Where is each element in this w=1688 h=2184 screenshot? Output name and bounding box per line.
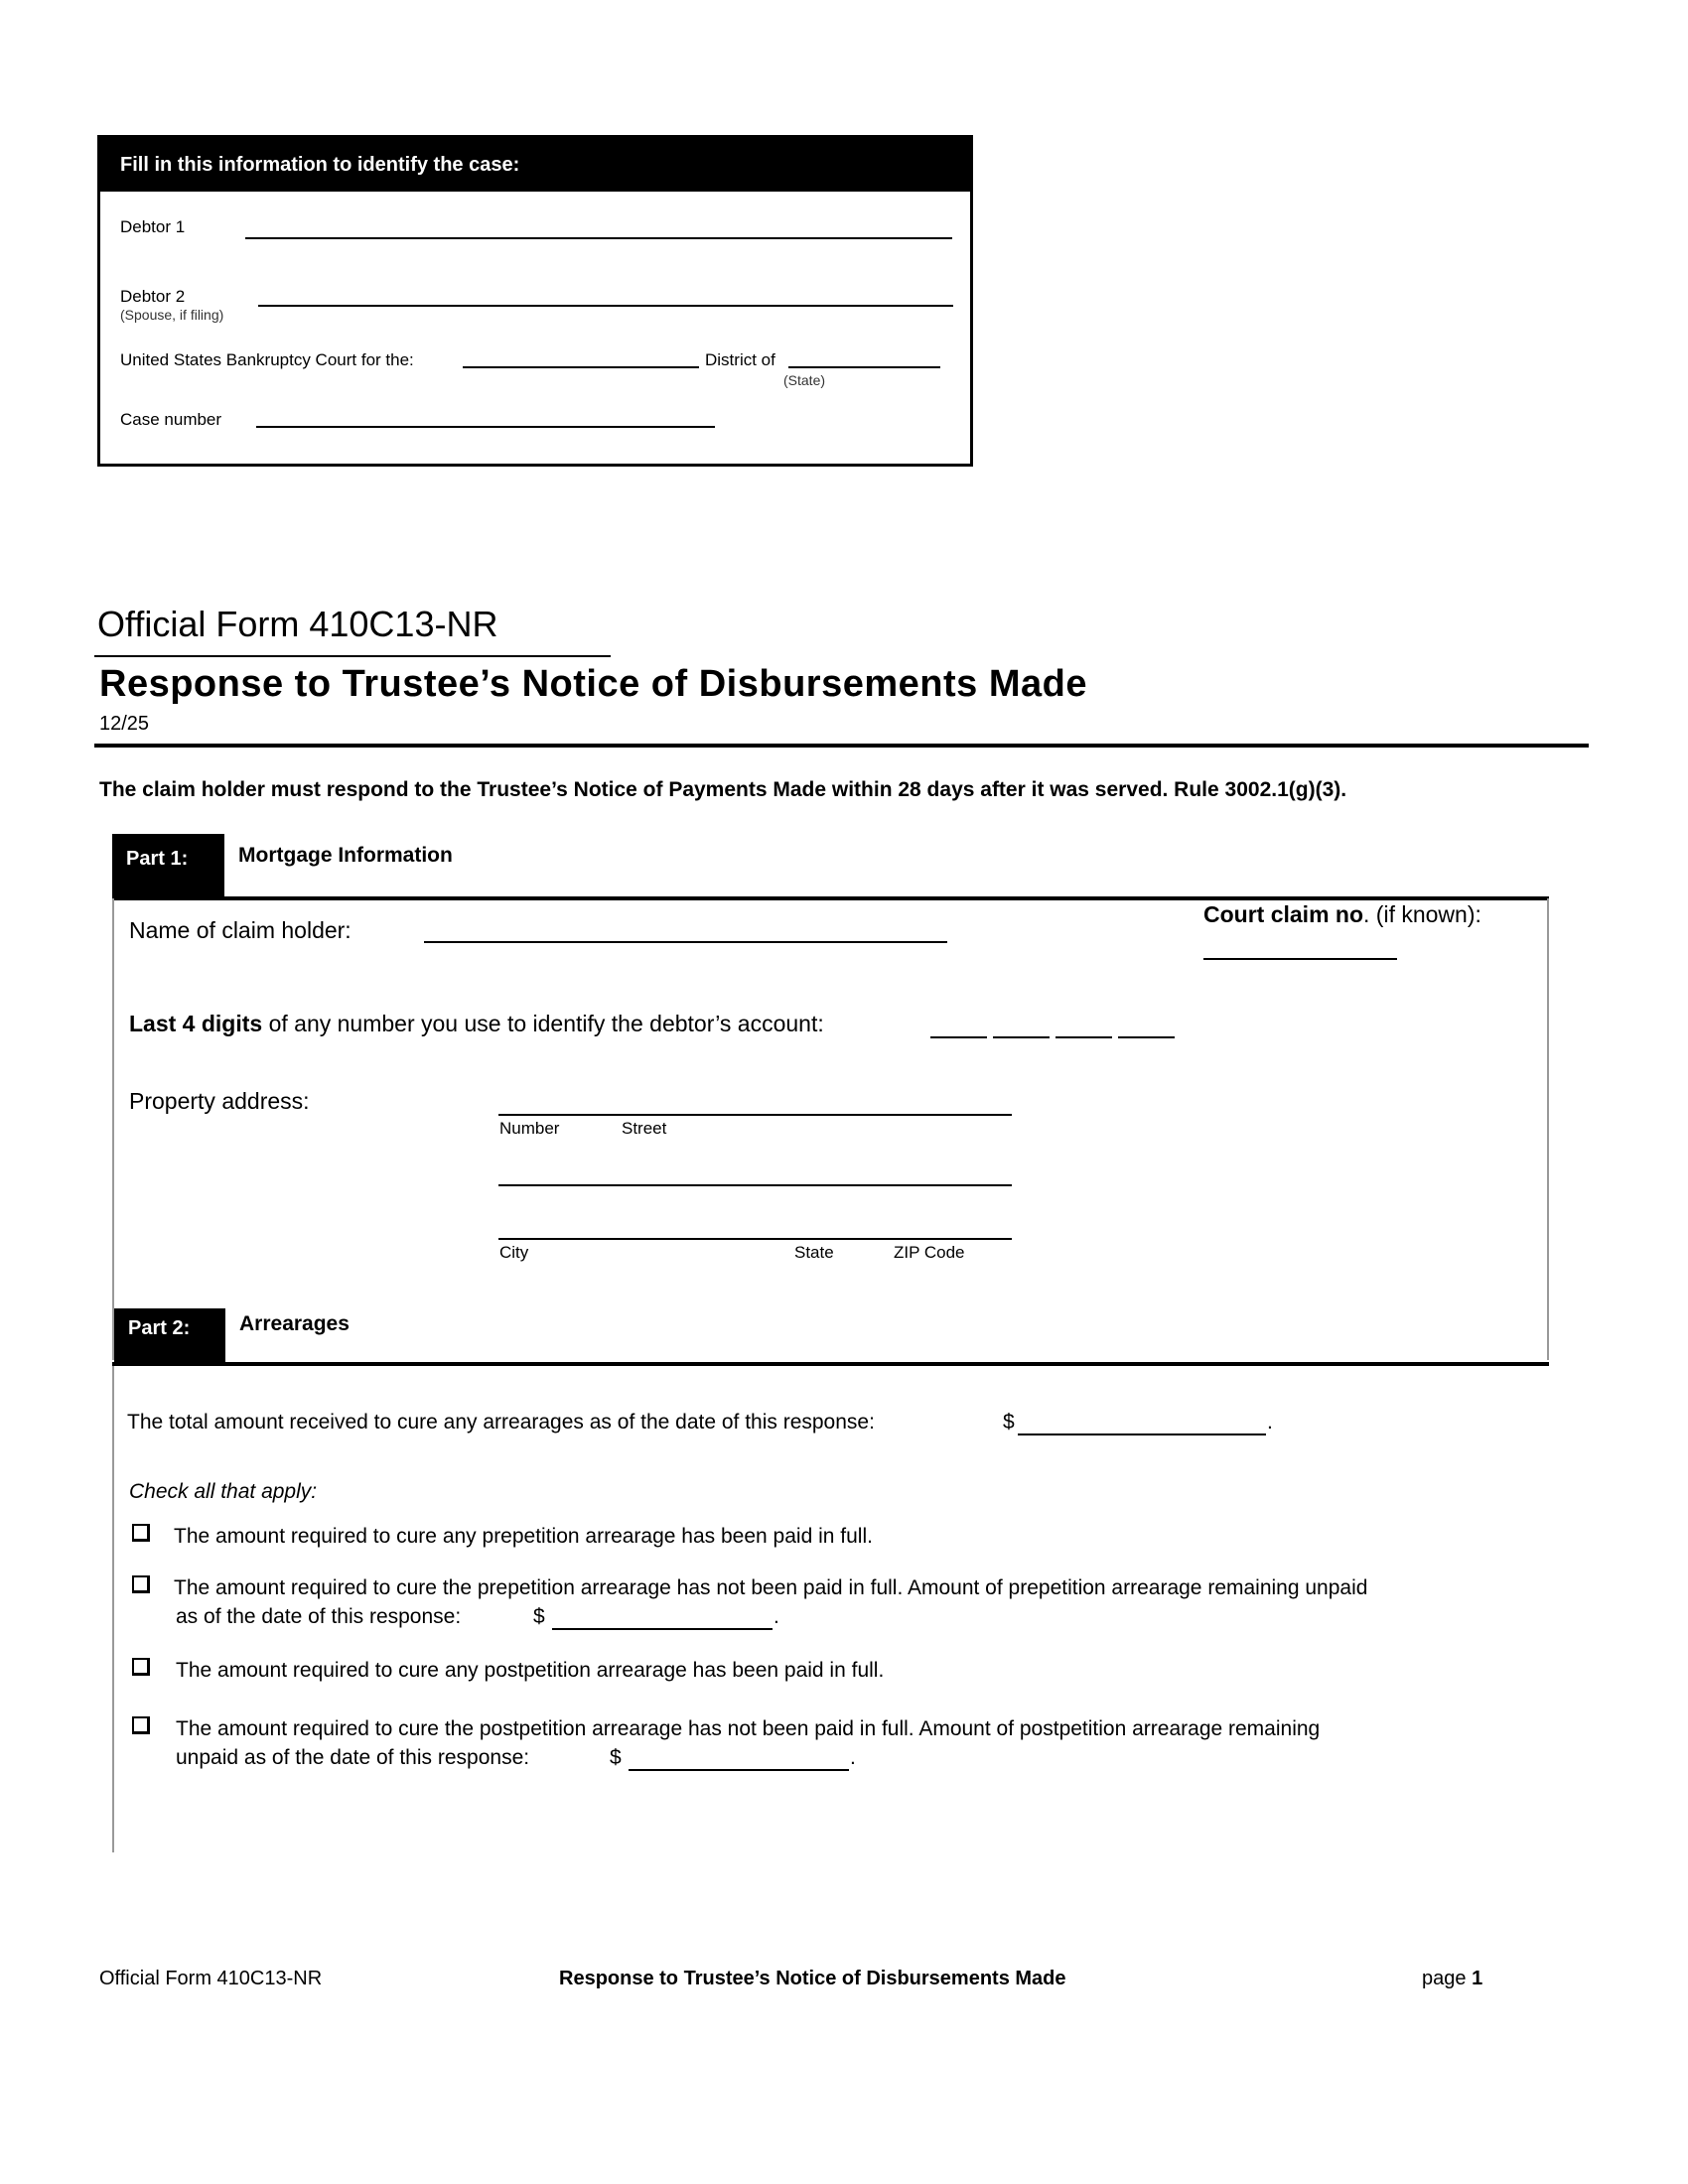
last4-digit-2[interactable] [993, 1036, 1050, 1038]
debtor2-note: (Spouse, if filing) [120, 307, 224, 323]
number-label: Number [499, 1119, 560, 1138]
court-field[interactable] [463, 366, 699, 368]
postpetition-remaining-field[interactable] [629, 1769, 849, 1771]
debtor2-field[interactable] [258, 305, 953, 307]
postpetition-dollar-sign: $ [610, 1746, 622, 1769]
prepetition-unpaid-text-2: as of the date of this response: [176, 1605, 462, 1628]
total-dollar-sign: $ [1003, 1411, 1015, 1433]
part2-title: Arrearages [239, 1312, 350, 1335]
last4-digit-3[interactable] [1055, 1036, 1112, 1038]
part-right-border [1547, 898, 1549, 1360]
prepetition-paid-text: The amount required to cure any prepetition arrearage has been paid in full. [174, 1525, 873, 1548]
case-box-header: Fill in this information to identify the case: [100, 138, 970, 192]
part1-rule [112, 896, 1549, 900]
claim-holder-field[interactable] [424, 941, 947, 943]
prepetition-dollar-sign: $ [533, 1605, 545, 1628]
total-amount-field[interactable] [1018, 1433, 1266, 1435]
postpetition-unpaid-text-2: unpaid as of the date of this response: [176, 1746, 530, 1769]
zip-label: ZIP Code [894, 1243, 965, 1262]
postpetition-paid-checkbox[interactable] [132, 1658, 150, 1676]
part1-title: Mortgage Information [238, 844, 453, 867]
form-id-rule [94, 655, 611, 657]
street-label: Street [622, 1119, 667, 1138]
property-address-label: Property address: [129, 1088, 310, 1114]
last4-label-bold: Last 4 digits [129, 1011, 263, 1036]
total-period: . [1267, 1411, 1273, 1433]
part2-rule [112, 1362, 1549, 1366]
part2-tag: Part 2: [114, 1308, 225, 1364]
part-left-border [112, 898, 114, 1360]
prepetition-remaining-field[interactable] [552, 1628, 773, 1630]
prepetition-unpaid-checkbox[interactable] [132, 1575, 150, 1593]
form-date: 12/25 [99, 713, 150, 735]
footer-page-label: page [1422, 1968, 1473, 1989]
district-field[interactable] [788, 366, 940, 368]
prepetition-period: . [774, 1605, 779, 1628]
court-claim-label-rest: . (if known): [1363, 901, 1481, 927]
part1-tag: Part 1: [112, 834, 224, 898]
last4-digit-1[interactable] [930, 1036, 987, 1038]
last4-label-rest: of any number you use to identify the debtor’s account: [262, 1011, 824, 1036]
city-state-zip-field[interactable] [498, 1238, 1012, 1240]
footer-form-id: Official Form 410C13-NR [99, 1968, 323, 1989]
footer-page [1422, 1968, 1482, 1990]
state-label: State [794, 1243, 834, 1262]
street-field[interactable] [498, 1114, 1012, 1116]
court-claim-label [1203, 901, 1481, 928]
postpetition-period: . [850, 1746, 856, 1769]
debtor1-field[interactable] [245, 237, 952, 239]
total-amount-label: The total amount received to cure any arrearages as of the date of this response: [127, 1411, 875, 1433]
instruction-text: The claim holder must respond to the Trustee’s Notice of Payments Made within 28 days after it was served. Rule 3002.1(g)(3). [99, 778, 1347, 801]
part2-left-border [112, 1366, 114, 1852]
debtor2-label: Debtor 2 [120, 287, 186, 306]
form-id: Official Form 410C13-NR [97, 604, 498, 644]
state-note: (State) [783, 372, 826, 388]
postpetition-paid-text: The amount required to cure any postpetition arrearage has been paid in full. [176, 1659, 885, 1682]
city-label: City [499, 1243, 529, 1262]
prepetition-paid-checkbox[interactable] [132, 1524, 150, 1542]
court-claim-label-bold: Court claim no [1203, 901, 1364, 927]
last4-label [129, 1011, 824, 1037]
prepetition-unpaid-text: The amount required to cure the prepetition arrearage has not been paid in full. Amount of prepetition arrearage remaining unpaid [174, 1576, 1368, 1599]
case-info-box [97, 135, 973, 467]
postpetition-unpaid-text: The amount required to cure the postpetition arrearage has not been paid in full. Amount of postpetition arrearage remaining [176, 1717, 1321, 1740]
court-label: United States Bankruptcy Court for the: [120, 350, 414, 369]
page-title: Response to Trustee’s Notice of Disbursements Made [99, 663, 1087, 705]
check-all-label: Check all that apply: [129, 1480, 318, 1503]
title-divider [94, 744, 1589, 748]
debtor1-label: Debtor 1 [120, 217, 186, 236]
last4-digit-4[interactable] [1118, 1036, 1175, 1038]
address-line2-field[interactable] [498, 1184, 1012, 1186]
postpetition-unpaid-checkbox[interactable] [132, 1716, 150, 1734]
case-number-label: Case number [120, 410, 222, 429]
case-number-field[interactable] [256, 426, 715, 428]
claim-holder-label: Name of claim holder: [129, 917, 352, 943]
footer-title: Response to Trustee’s Notice of Disbursements Made [559, 1968, 1066, 1989]
court-claim-field[interactable] [1203, 958, 1397, 960]
district-label: District of [705, 350, 775, 369]
footer-page-number: 1 [1472, 1968, 1483, 1989]
